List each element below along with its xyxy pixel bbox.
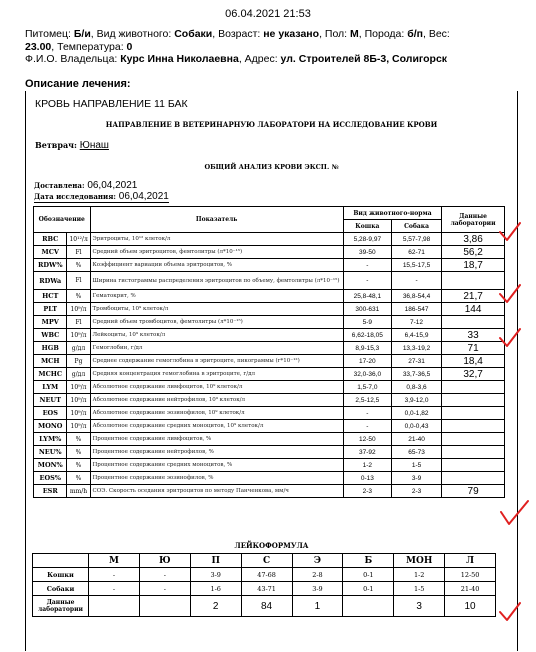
table-row bbox=[34, 446, 505, 459]
table-row bbox=[34, 342, 505, 355]
leukoformula-cell: 0-1 bbox=[343, 582, 394, 596]
row-cat-norm: 2,5-12,5 bbox=[343, 394, 391, 407]
table-row bbox=[34, 433, 505, 446]
info-value: Курс Инна Николаевна bbox=[120, 53, 239, 65]
row-lab-value: 32,7 bbox=[442, 368, 505, 381]
row-cat-norm: 17-20 bbox=[343, 355, 391, 368]
leukoformula-cell: 2 bbox=[190, 596, 241, 617]
leukoformula-cell: - bbox=[139, 568, 190, 582]
row-lab-value: 144 bbox=[442, 303, 505, 316]
table-row bbox=[34, 355, 505, 368]
row-unit: 10⁹/л bbox=[67, 381, 90, 394]
timestamp: 06.04.2021 21:53 bbox=[225, 8, 311, 20]
patient-info bbox=[25, 28, 530, 66]
leukoformula-col-header: П bbox=[190, 554, 241, 568]
table-row bbox=[34, 233, 505, 246]
row-cat-norm: - bbox=[343, 407, 391, 420]
table-row bbox=[34, 272, 505, 290]
patient-info-line-1 bbox=[25, 28, 530, 41]
row-dog-norm: 5,57-7,98 bbox=[391, 233, 441, 246]
row-unit: 10⁹/л bbox=[67, 420, 90, 433]
row-indicator: Абсолютное содержание средних моноцитов, 10⁹ клеток/л bbox=[90, 420, 343, 433]
row-indicator: Абсолютное содержание лимфоцитов, 10⁹ клеток/л bbox=[90, 381, 343, 394]
leukoformula-col-header: С bbox=[241, 554, 292, 568]
row-dog-norm: - bbox=[391, 272, 441, 290]
table-row bbox=[34, 329, 505, 342]
row-indicator: Процентное содержание лимфоцитов, % bbox=[90, 433, 343, 446]
vet-name: Юнаш bbox=[79, 140, 109, 151]
header-dog: Собака bbox=[391, 220, 441, 233]
row-unit: Fl bbox=[67, 316, 90, 329]
info-label: , Вес: bbox=[423, 28, 450, 40]
info-label: Питомец: bbox=[25, 28, 74, 40]
table-row bbox=[34, 381, 505, 394]
row-dog-norm: 27-31 bbox=[391, 355, 441, 368]
row-code: MCH bbox=[34, 355, 67, 368]
row-indicator: Тромбоциты, 10⁹ клеток/л bbox=[90, 303, 343, 316]
leukoformula-cell: 43-71 bbox=[241, 582, 292, 596]
row-code: RDWa bbox=[34, 272, 67, 290]
leukoformula-col-header: МОН bbox=[394, 554, 445, 568]
leukoformula-row-label: Кошки bbox=[33, 568, 89, 582]
row-unit: g/дл bbox=[67, 368, 90, 381]
leukoformula-cell: 3 bbox=[394, 596, 445, 617]
analysis-title: ОБЩИЙ АНАЛИЗ КРОВИ ЭКСП. № bbox=[204, 163, 339, 171]
row-indicator: Абсолютное содержание нейтрофилов, 10⁹ клеток/л bbox=[90, 394, 343, 407]
referral-title: НАПРАВЛЕНИЕ В ВЕТЕРИНАРНУЮ ЛАБОРАТОРИ НА ИССЛЕДОВАНИЕ КРОВИ bbox=[105, 120, 438, 129]
row-cat-norm: 37-92 bbox=[343, 446, 391, 459]
row-cat-norm: - bbox=[343, 272, 391, 290]
row-lab-value bbox=[442, 394, 505, 407]
row-dog-norm: 36,8-54,4 bbox=[391, 290, 441, 303]
row-lab-value: 18,7 bbox=[442, 259, 505, 272]
leukoformula-cell: 3-9 bbox=[292, 582, 343, 596]
row-indicator: Процентное содержание средних моноцитов, % bbox=[90, 459, 343, 472]
row-lab-value bbox=[442, 446, 505, 459]
red-check-mark bbox=[497, 600, 523, 624]
row-cat-norm: - bbox=[343, 420, 391, 433]
leukoformula-col-header: Б bbox=[343, 554, 394, 568]
row-unit: Fl bbox=[67, 246, 90, 259]
leukoformula-cell: - bbox=[139, 582, 190, 596]
table-row bbox=[34, 472, 505, 485]
leukoformula-header-row bbox=[33, 554, 496, 568]
leukoformula-row-label: Данные лаборатории bbox=[33, 596, 89, 617]
delivered-line bbox=[34, 180, 137, 191]
treatment-description-title: Описание лечения: bbox=[25, 78, 131, 90]
row-cat-norm: 8,9-15,3 bbox=[343, 342, 391, 355]
row-lab-value: 3,86 bbox=[442, 233, 505, 246]
row-dog-norm: 62-71 bbox=[391, 246, 441, 259]
row-code: MON% bbox=[34, 459, 67, 472]
row-code: ESR bbox=[34, 485, 67, 498]
row-indicator: Гематокрит, % bbox=[90, 290, 343, 303]
row-unit: % bbox=[67, 446, 90, 459]
leukoformula-col-header: М bbox=[89, 554, 140, 568]
info-label: , Адрес: bbox=[238, 53, 281, 65]
row-cat-norm: 5-9 bbox=[343, 316, 391, 329]
row-code: WBC bbox=[34, 329, 67, 342]
row-lab-value: 79 bbox=[442, 485, 505, 498]
leukoformula-cell: - bbox=[89, 582, 140, 596]
row-code: MPV bbox=[34, 316, 67, 329]
leukoformula-cell: 84 bbox=[241, 596, 292, 617]
delivered-date: 06,04,2021 bbox=[87, 180, 138, 191]
table-row bbox=[34, 459, 505, 472]
red-check-mark bbox=[497, 326, 523, 350]
leukoformula-cell: 0-1 bbox=[343, 568, 394, 582]
table-row bbox=[34, 485, 505, 498]
header-code: Обозначение bbox=[34, 207, 91, 233]
row-indicator: Абсолютное содержание эозинофилов, 10⁹ клеток/л bbox=[90, 407, 343, 420]
row-cat-norm: - bbox=[343, 259, 391, 272]
row-lab-value: 18,4 bbox=[442, 355, 505, 368]
row-cat-norm: 25,8-48,1 bbox=[343, 290, 391, 303]
leukoformula-row bbox=[33, 596, 496, 617]
row-dog-norm: 3,9-12,0 bbox=[391, 394, 441, 407]
leukoformula-cell: 1 bbox=[292, 596, 343, 617]
row-code: LYM% bbox=[34, 433, 67, 446]
row-code: RBC bbox=[34, 233, 67, 246]
info-value: Б/и bbox=[73, 28, 91, 40]
row-unit: 10⁹/л bbox=[67, 303, 90, 316]
table-header-row bbox=[34, 207, 505, 220]
leukoformula-row-label: Собаки bbox=[33, 582, 89, 596]
row-unit: Pg bbox=[67, 355, 90, 368]
row-dog-norm: 21-40 bbox=[391, 433, 441, 446]
info-value: Собаки bbox=[174, 28, 213, 40]
row-lab-value bbox=[442, 381, 505, 394]
table-row bbox=[34, 316, 505, 329]
leukoformula-cell: 12-50 bbox=[445, 568, 496, 582]
study-date-label: Дата исследования: bbox=[34, 192, 116, 201]
info-label: , Вид животного: bbox=[90, 28, 175, 40]
row-cat-norm: 12-50 bbox=[343, 433, 391, 446]
row-dog-norm: 65-73 bbox=[391, 446, 441, 459]
row-dog-norm: 7-12 bbox=[391, 316, 441, 329]
row-indicator: Ширина гистограммы распределения эритроцитов по объему, фемтолитры (л*10⁻¹⁵) bbox=[90, 272, 343, 290]
leukoformula-cell: 1-6 bbox=[190, 582, 241, 596]
row-indicator: Гемоглобин, г/дл bbox=[90, 342, 343, 355]
table-row bbox=[34, 407, 505, 420]
leukoformula-cell bbox=[139, 596, 190, 617]
row-lab-value bbox=[442, 420, 505, 433]
row-code: MCV bbox=[34, 246, 67, 259]
row-indicator: Процентное содержание эозинофилов, % bbox=[90, 472, 343, 485]
row-indicator: Среднее содержание гемоглобина в эритроците, пикограммы (г*10⁻¹²) bbox=[90, 355, 343, 368]
row-unit: % bbox=[67, 259, 90, 272]
leukoformula-cell: 21-40 bbox=[445, 582, 496, 596]
leukoformula-cell: 2-8 bbox=[292, 568, 343, 582]
row-dog-norm: 3-9 bbox=[391, 472, 441, 485]
table-row bbox=[34, 394, 505, 407]
info-value: М bbox=[350, 28, 359, 40]
row-dog-norm: 186-547 bbox=[391, 303, 441, 316]
info-label: Ф.И.О. Владельца: bbox=[25, 53, 121, 65]
info-value: не указано bbox=[263, 28, 320, 40]
vet-label: Ветврач: bbox=[35, 140, 77, 150]
row-unit: mm/h bbox=[67, 485, 90, 498]
table-row bbox=[34, 368, 505, 381]
leukoformula-cell: - bbox=[89, 568, 140, 582]
row-dog-norm: 15,5-17,5 bbox=[391, 259, 441, 272]
info-value: 23.00 bbox=[25, 40, 52, 53]
row-indicator: СОЭ. Скорость оседания эритроцитов по методу Панченкова, мм/ч bbox=[90, 485, 343, 498]
leukoformula-col-header: Ю bbox=[139, 554, 190, 568]
header-cat: Кошка bbox=[343, 220, 391, 233]
row-lab-value bbox=[442, 472, 505, 485]
row-dog-norm: 0,0-1,82 bbox=[391, 407, 441, 420]
row-unit: % bbox=[67, 459, 90, 472]
lab-referral-document bbox=[25, 91, 518, 651]
leukoformula-cell: 1-2 bbox=[394, 568, 445, 582]
row-unit: Fl bbox=[67, 272, 90, 290]
row-code: RDW% bbox=[34, 259, 67, 272]
table-row bbox=[34, 246, 505, 259]
row-code: EOS bbox=[34, 407, 67, 420]
row-lab-value: 56,2 bbox=[442, 246, 505, 259]
leukoformula-row bbox=[33, 582, 496, 596]
row-lab-value bbox=[442, 407, 505, 420]
row-code: MCHC bbox=[34, 368, 67, 381]
study-date: 06,04,2021 bbox=[118, 191, 169, 202]
leukoformula-title: ЛЕЙКОФОРМУЛА bbox=[234, 541, 309, 550]
row-code: LYM bbox=[34, 381, 67, 394]
row-lab-value bbox=[442, 272, 505, 290]
header-lab-data: Данные лаборатории bbox=[442, 207, 505, 233]
row-unit: g/дл bbox=[67, 342, 90, 355]
delivered-label: Доставлена: bbox=[34, 181, 85, 190]
leukoformula-cell bbox=[343, 596, 394, 617]
row-dog-norm: 6,4-15,9 bbox=[391, 329, 441, 342]
row-cat-norm: 1,5-7,0 bbox=[343, 381, 391, 394]
row-cat-norm: 39-50 bbox=[343, 246, 391, 259]
row-dog-norm: 2-3 bbox=[391, 485, 441, 498]
row-cat-norm: 0-13 bbox=[343, 472, 391, 485]
row-code: NEUT bbox=[34, 394, 67, 407]
row-code: MONO bbox=[34, 420, 67, 433]
row-unit: % bbox=[67, 433, 90, 446]
row-lab-value: 71 bbox=[442, 342, 505, 355]
info-label: , Возраст: bbox=[212, 28, 264, 40]
leukoformula-col-header: Л bbox=[445, 554, 496, 568]
row-code: EOS% bbox=[34, 472, 67, 485]
row-cat-norm: 5,28-9,97 bbox=[343, 233, 391, 246]
row-unit: % bbox=[67, 472, 90, 485]
blood-analysis-table bbox=[33, 206, 505, 498]
row-cat-norm: 300-631 bbox=[343, 303, 391, 316]
table-row bbox=[34, 303, 505, 316]
row-code: PLT bbox=[34, 303, 67, 316]
row-dog-norm: 0,8-3,6 bbox=[391, 381, 441, 394]
row-cat-norm: 6,62-18,05 bbox=[343, 329, 391, 342]
info-value: 0 bbox=[126, 40, 133, 53]
vet-line bbox=[35, 140, 109, 151]
row-unit: 10⁹/л bbox=[67, 407, 90, 420]
leukoformula-corner bbox=[33, 554, 89, 568]
info-label: , Температура: bbox=[51, 40, 127, 53]
row-code: HGB bbox=[34, 342, 67, 355]
row-indicator: Процентное содержание нейтрофилов, % bbox=[90, 446, 343, 459]
leukoformula-cell: 3-9 bbox=[190, 568, 241, 582]
row-lab-value: 21,7 bbox=[442, 290, 505, 303]
row-indicator: Коэффициент вариации объема эритроцитов, % bbox=[90, 259, 343, 272]
row-lab-value bbox=[442, 316, 505, 329]
leukoformula-cell: 1-5 bbox=[394, 582, 445, 596]
row-dog-norm: 13,3-19,2 bbox=[391, 342, 441, 355]
leukoformula-cell bbox=[89, 596, 140, 617]
red-check-mark bbox=[497, 220, 523, 244]
row-code: NEU% bbox=[34, 446, 67, 459]
row-unit: 10⁹/л bbox=[67, 329, 90, 342]
owner-info-line bbox=[25, 53, 530, 66]
row-dog-norm: 33,7-36,5 bbox=[391, 368, 441, 381]
row-indicator: Средний объем тромбоцитов, фемтолитры (л*10⁻¹⁵) bbox=[90, 316, 343, 329]
red-check-mark bbox=[497, 282, 523, 306]
row-code: HCT bbox=[34, 290, 67, 303]
info-value: ул. Строителей 8Б-3, Солигорск bbox=[280, 53, 448, 65]
row-unit: 10⁹/л bbox=[67, 394, 90, 407]
row-indicator: Лейкоциты, 10⁹ клеток/л bbox=[90, 329, 343, 342]
leukoformula-cell: 47-68 bbox=[241, 568, 292, 582]
table-row bbox=[34, 290, 505, 303]
patient-info-line-2 bbox=[25, 41, 530, 54]
row-lab-value bbox=[442, 459, 505, 472]
row-dog-norm: 0,0-0,43 bbox=[391, 420, 441, 433]
row-dog-norm: 1-5 bbox=[391, 459, 441, 472]
row-indicator: Средний объем эритроцитов, фемтолитры (л*10⁻¹⁵) bbox=[90, 246, 343, 259]
leukoformula-row bbox=[33, 568, 496, 582]
row-indicator: Средняя концентрация гемоглобина в эритроците, г/дл bbox=[90, 368, 343, 381]
row-cat-norm: 2-3 bbox=[343, 485, 391, 498]
study-date-line bbox=[34, 191, 169, 203]
leukoformula-cell: 10 bbox=[445, 596, 496, 617]
info-label: , Порода: bbox=[358, 28, 408, 40]
row-unit: % bbox=[67, 290, 90, 303]
document-heading: КРОВЬ НАПРАВЛЕНИЕ 11 БАК bbox=[35, 98, 188, 110]
table-row bbox=[34, 259, 505, 272]
row-cat-norm: 32,0-36,0 bbox=[343, 368, 391, 381]
table-row bbox=[34, 420, 505, 433]
row-indicator: Эритроциты, 10¹² клеток/л bbox=[90, 233, 343, 246]
row-lab-value bbox=[442, 433, 505, 446]
leukoformula-col-header: Э bbox=[292, 554, 343, 568]
row-unit: 10¹²/л bbox=[67, 233, 90, 246]
red-check-mark bbox=[497, 498, 531, 528]
leukoformula-table bbox=[32, 553, 496, 617]
row-lab-value: 33 bbox=[442, 329, 505, 342]
row-cat-norm: 1-2 bbox=[343, 459, 391, 472]
info-label: , Пол: bbox=[319, 28, 351, 40]
header-norm: Вид животного-норма bbox=[343, 207, 441, 220]
header-indicator: Показатель bbox=[90, 207, 343, 233]
info-value: б/п bbox=[407, 28, 423, 40]
